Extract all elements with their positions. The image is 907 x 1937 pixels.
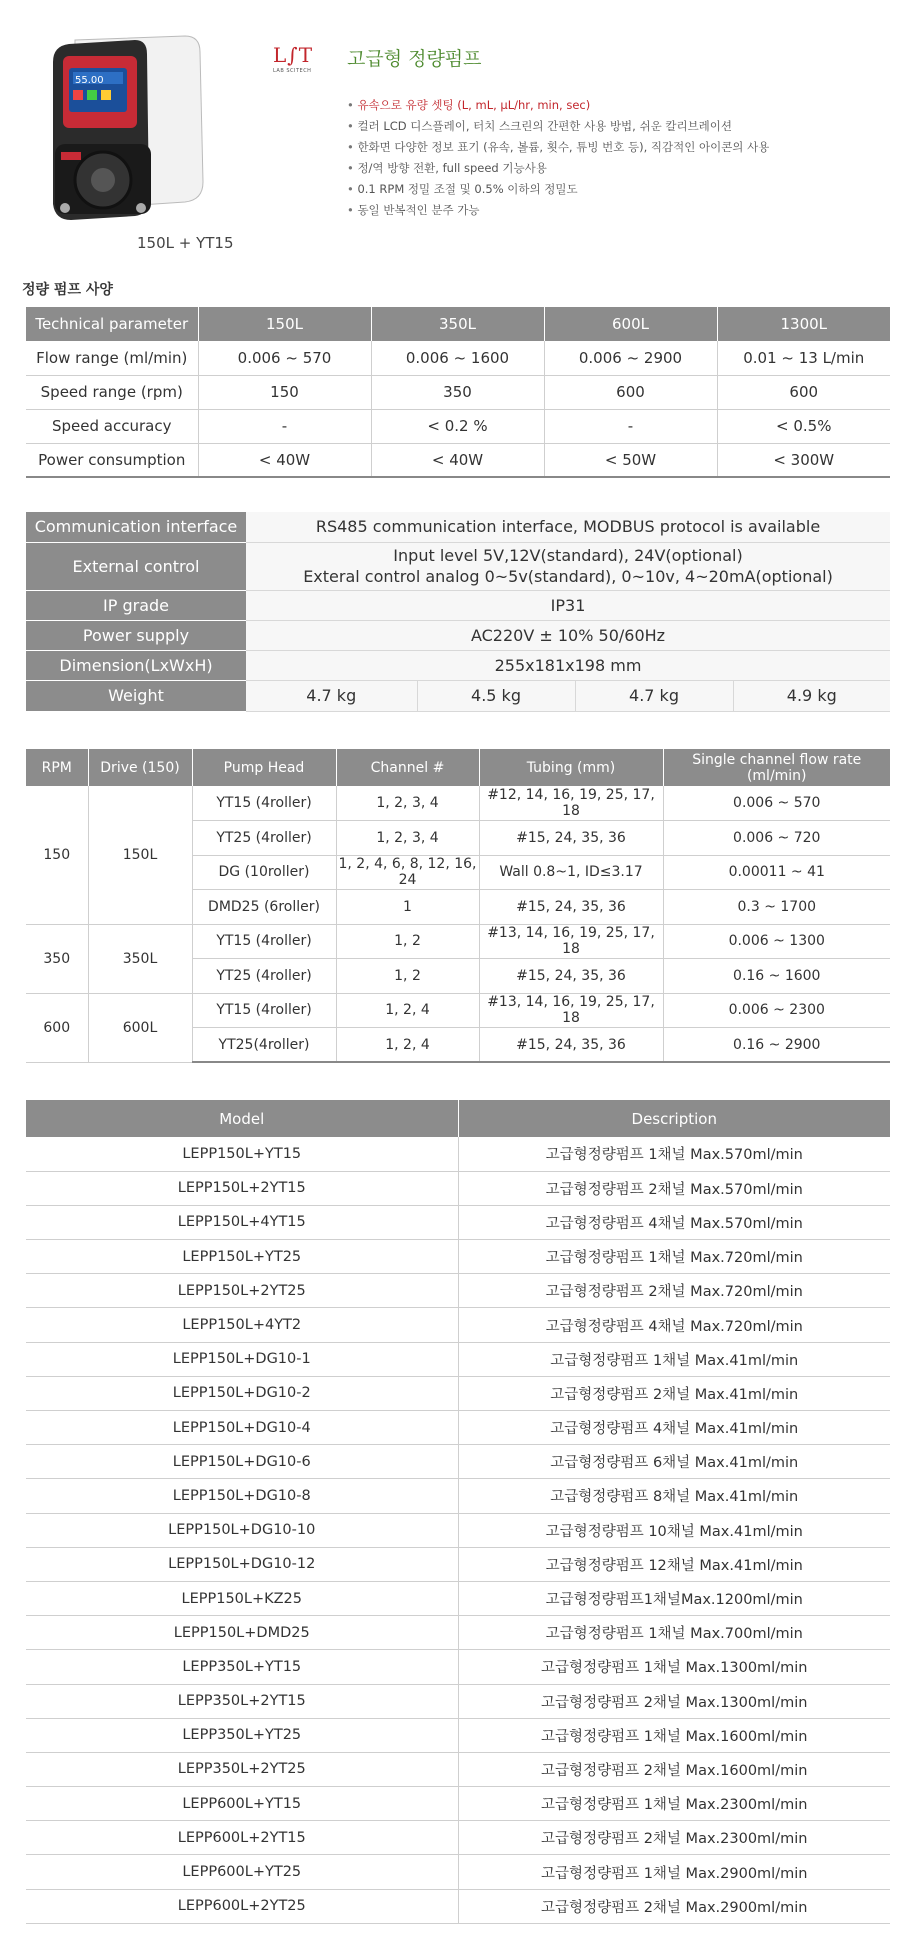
column-header: Tubing (mm) [479,749,663,786]
table-cell: 350 [371,375,544,409]
description-cell: 고급형정량펌프 2채널 Max.2300ml/min [458,1821,890,1855]
drive-cell: 150L [88,786,192,924]
model-cell: LEPP150L+DG10-8 [26,1479,458,1513]
description-cell: 고급형정량펌프 8채널 Max.41ml/min [458,1479,890,1513]
table-cell: 1, 2, 4 [336,1028,479,1063]
table-cell: Wall 0.8~1, ID≤3.17 [479,855,663,890]
table-cell: 150 [198,375,371,409]
technical-parameter-table [26,307,890,478]
table-row [26,1342,890,1376]
table-row [26,1855,890,1889]
rpm-cell: 350 [26,924,88,993]
table-header-row [26,307,890,341]
table-row [26,1205,890,1239]
logo-subtitle: LAB SCITECH [273,68,312,74]
column-header: Model [26,1100,458,1137]
table-cell: 1, 2, 4 [336,993,479,1028]
table-cell: < 300W [717,443,890,477]
description-cell: 고급형정량펌프 1채널 Max.41ml/min [458,1342,890,1376]
table-cell: YT15 (4roller) [192,993,336,1028]
lcd-readout: 55.00 [75,75,104,86]
table-cell: < 40W [371,443,544,477]
description-cell: 고급형정량펌프 2채널 Max.2900ml/min [458,1889,890,1923]
image-caption: 150L + YT15 [137,234,234,252]
feature-item: • 한화면 다양한 정보 표기 (유속, 볼륨, 횟수, 튜빙 번호 등), 직감적인 아이콘의 사용 [347,137,769,158]
table-row [26,1479,890,1513]
description-cell: 고급형정량펌프 1채널 Max.2900ml/min [458,1855,890,1889]
table-cell: 1, 2, 3, 4 [336,786,479,821]
table-cell: 0.006 ~ 2900 [544,341,717,375]
feature-item: • 유속으로 유량 셋팅 (L, mL, μL/hr, min, sec) [347,95,769,116]
spec-section-title: 정량 펌프 사양 [22,282,113,298]
model-cell: LEPP600L+YT25 [26,1855,458,1889]
table-row [26,590,890,620]
table-cell: 0.16 ~ 1600 [663,959,890,994]
description-cell: 고급형정량펌프 2채널 Max.1600ml/min [458,1752,890,1786]
table-row [26,1650,890,1684]
table-row [26,409,890,443]
table-row [26,1376,890,1410]
table-row [26,512,890,542]
model-cell: LEPP150L+YT25 [26,1240,458,1274]
drive-cell: 350L [88,924,192,993]
table-cell: 0.16 ~ 2900 [663,1028,890,1063]
model-cell: LEPP150L+4YT2 [26,1308,458,1342]
table-row [26,1752,890,1786]
table-row [26,375,890,409]
table-cell: YT25(4roller) [192,1028,336,1063]
table-cell: 4.7 kg [246,680,417,711]
row-header: External control [26,542,246,590]
table-row [26,1581,890,1615]
model-table-body [26,1137,890,1923]
column-header: Description [458,1100,890,1137]
row-header: Dimension(LxWxH) [26,650,246,680]
general-spec-table [26,512,890,712]
description-cell: 고급형정량펌프 4채널 Max.720ml/min [458,1308,890,1342]
table-cell: 0.006 ~ 570 [198,341,371,375]
table-cell: 600 [544,375,717,409]
description-cell: 고급형정량펌프 4채널 Max.570ml/min [458,1205,890,1239]
table-row [26,1821,890,1855]
row-header: Power supply [26,620,246,650]
table-cell: < 50W [544,443,717,477]
external-control-line: Exteral control analog 0~5v(standard), 0~10v, 4~20mA(optional) [303,567,833,586]
description-cell: 고급형정량펌프 2채널 Max.570ml/min [458,1171,890,1205]
table-row [26,924,890,959]
column-header: RPM [26,749,88,786]
table-row [26,680,890,711]
row-header: IP grade [26,590,246,620]
table-row [26,786,890,821]
column-header: Single channel flow rate (ml/min) [663,749,890,786]
description-cell: 고급형정량펌프 2채널 Max.720ml/min [458,1274,890,1308]
table-cell [246,542,890,590]
description-cell: 고급형정량펌프 4채널 Max.41ml/min [458,1411,890,1445]
table-cell: 0.006 ~ 720 [663,821,890,856]
description-cell: 고급형정량펌프 1채널 Max.570ml/min [458,1137,890,1171]
description-cell: 고급형정량펌프 12채널 Max.41ml/min [458,1547,890,1581]
description-cell: 고급형정량펌프 1채널 Max.1300ml/min [458,1650,890,1684]
table-cell: 1, 2, 3, 4 [336,821,479,856]
table-cell: 0.006 ~ 570 [663,786,890,821]
table-cell: Power consumption [26,443,198,477]
table-cell: 0.3 ~ 1700 [663,890,890,925]
feature-list [347,95,769,221]
table-cell: 4.9 kg [733,680,890,711]
table-cell: 0.006 ~ 1600 [371,341,544,375]
row-header: Weight [26,680,246,711]
model-table [26,1100,890,1924]
drive-cell: 600L [88,993,192,1062]
table-cell: DG (10roller) [192,855,336,890]
model-cell: LEPP150L+DG10-6 [26,1445,458,1479]
table-row [26,1137,890,1171]
table-cell: #15, 24, 35, 36 [479,890,663,925]
column-header: 150L [198,307,371,341]
table-row [26,1616,890,1650]
table-row [26,650,890,680]
table-cell: 4.7 kg [575,680,733,711]
product-header [25,20,885,260]
model-cell: LEPP350L+YT25 [26,1718,458,1752]
table-row [26,1411,890,1445]
table-cell: IP31 [246,590,890,620]
model-cell: LEPP150L+DG10-2 [26,1376,458,1410]
table-row [26,1240,890,1274]
table-cell: Speed range (rpm) [26,375,198,409]
model-cell: LEPP150L+KZ25 [26,1581,458,1615]
table-row [26,1445,890,1479]
model-cell: LEPP350L+2YT25 [26,1752,458,1786]
table-cell: AC220V ± 10% 50/60Hz [246,620,890,650]
column-header: 1300L [717,307,890,341]
pump-head-table [26,749,890,1063]
feature-item: • 컬러 LCD 디스플레이, 터치 스크린의 간편한 사용 방법, 쉬운 칼리브레이션 [347,116,769,137]
table-row [26,993,890,1028]
table-cell: YT15 (4roller) [192,786,336,821]
table-cell: #15, 24, 35, 36 [479,959,663,994]
table-cell: #13, 14, 16, 19, 25, 17, 18 [479,993,663,1028]
model-cell: LEPP150L+DG10-10 [26,1513,458,1547]
description-cell: 고급형정량펌프 10채널 Max.41ml/min [458,1513,890,1547]
external-control-line: Input level 5V,12V(standard), 24V(optional) [393,546,743,565]
column-header: Drive (150) [88,749,192,786]
table-cell: #15, 24, 35, 36 [479,821,663,856]
table-cell: YT15 (4roller) [192,924,336,959]
table-cell: 1 [336,890,479,925]
model-cell: LEPP150L+DG10-12 [26,1547,458,1581]
rpm-cell: 600 [26,993,88,1062]
description-cell: 고급형정량펌프 1채널 Max.2300ml/min [458,1787,890,1821]
table-cell: 0.006 ~ 1300 [663,924,890,959]
table-row [26,1274,890,1308]
product-title: 고급형 정량펌프 [347,48,482,70]
model-cell: LEPP150L+2YT25 [26,1274,458,1308]
model-cell: LEPP600L+2YT15 [26,1821,458,1855]
description-cell: 고급형정량펌프 1채널 Max.1600ml/min [458,1718,890,1752]
table-row [26,1718,890,1752]
table-cell: 0.006 ~ 2300 [663,993,890,1028]
model-cell: LEPP600L+2YT25 [26,1889,458,1923]
table-row [26,341,890,375]
table-cell: Speed accuracy [26,409,198,443]
table-cell: < 40W [198,443,371,477]
table-row [26,1547,890,1581]
table-cell: - [544,409,717,443]
row-header: Communication interface [26,512,246,542]
model-cell: LEPP150L+DMD25 [26,1616,458,1650]
column-header: Technical parameter [26,307,198,341]
table-cell: < 0.2 % [371,409,544,443]
table-cell: YT25 (4roller) [192,959,336,994]
logo-mark: L∫T [273,43,314,67]
column-header: Pump Head [192,749,336,786]
table-cell: YT25 (4roller) [192,821,336,856]
pump-product-image [35,32,230,237]
table-cell: 0.01 ~ 13 L/min [717,341,890,375]
column-header: 600L [544,307,717,341]
description-cell: 고급형정량펌프 2채널 Max.1300ml/min [458,1684,890,1718]
description-cell: 고급형정량펌프 6채널 Max.41ml/min [458,1445,890,1479]
table-cell: 600 [717,375,890,409]
description-cell: 고급형정량펌프 1채널 Max.700ml/min [458,1616,890,1650]
feature-item: • 0.1 RPM 정밀 조절 및 0.5% 이하의 정밀도 [347,179,769,200]
table-row [26,1308,890,1342]
table-cell: 255x181x198 mm [246,650,890,680]
table-cell: 4.5 kg [417,680,575,711]
model-cell: LEPP350L+2YT15 [26,1684,458,1718]
description-cell: 고급형정량펌프1채널Max.1200ml/min [458,1581,890,1615]
table-cell: 0.00011 ~ 41 [663,855,890,890]
table-row [26,1787,890,1821]
table-cell: 1, 2 [336,924,479,959]
model-cell: LEPP150L+YT15 [26,1137,458,1171]
table-cell: < 0.5% [717,409,890,443]
table-header-row [26,1100,890,1137]
description-cell: 고급형정량펌프 2채널 Max.41ml/min [458,1376,890,1410]
table-header-row [26,749,890,786]
description-cell: 고급형정량펌프 1채널 Max.720ml/min [458,1240,890,1274]
table-row [26,1684,890,1718]
table-cell: 1, 2, 4, 6, 8, 12, 16, 24 [336,855,479,890]
feature-item: • 동일 반복적인 분주 가능 [347,200,769,221]
model-cell: LEPP350L+YT15 [26,1650,458,1684]
table-row [26,1513,890,1547]
table-cell: RS485 communication interface, MODBUS protocol is available [246,512,890,542]
column-header: Channel # [336,749,479,786]
model-cell: LEPP150L+2YT15 [26,1171,458,1205]
rpm-cell: 150 [26,786,88,924]
table-cell: 1, 2 [336,959,479,994]
table-cell: Flow range (ml/min) [26,341,198,375]
table-cell: #12, 14, 16, 19, 25, 17, 18 [479,786,663,821]
table-cell: - [198,409,371,443]
brand-logo [273,45,323,85]
table-cell: #15, 24, 35, 36 [479,1028,663,1063]
table-row [26,1889,890,1923]
table-row [26,620,890,650]
table-cell: DMD25 (6roller) [192,890,336,925]
table-row [26,443,890,477]
table-row [26,542,890,590]
table-cell: #13, 14, 16, 19, 25, 17, 18 [479,924,663,959]
model-cell: LEPP150L+DG10-1 [26,1342,458,1376]
model-cell: LEPP150L+4YT15 [26,1205,458,1239]
feature-item: • 정/역 방향 전환, full speed 기능사용 [347,158,769,179]
model-cell: LEPP150L+DG10-4 [26,1411,458,1445]
table-row [26,1171,890,1205]
model-cell: LEPP600L+YT15 [26,1787,458,1821]
column-header: 350L [371,307,544,341]
